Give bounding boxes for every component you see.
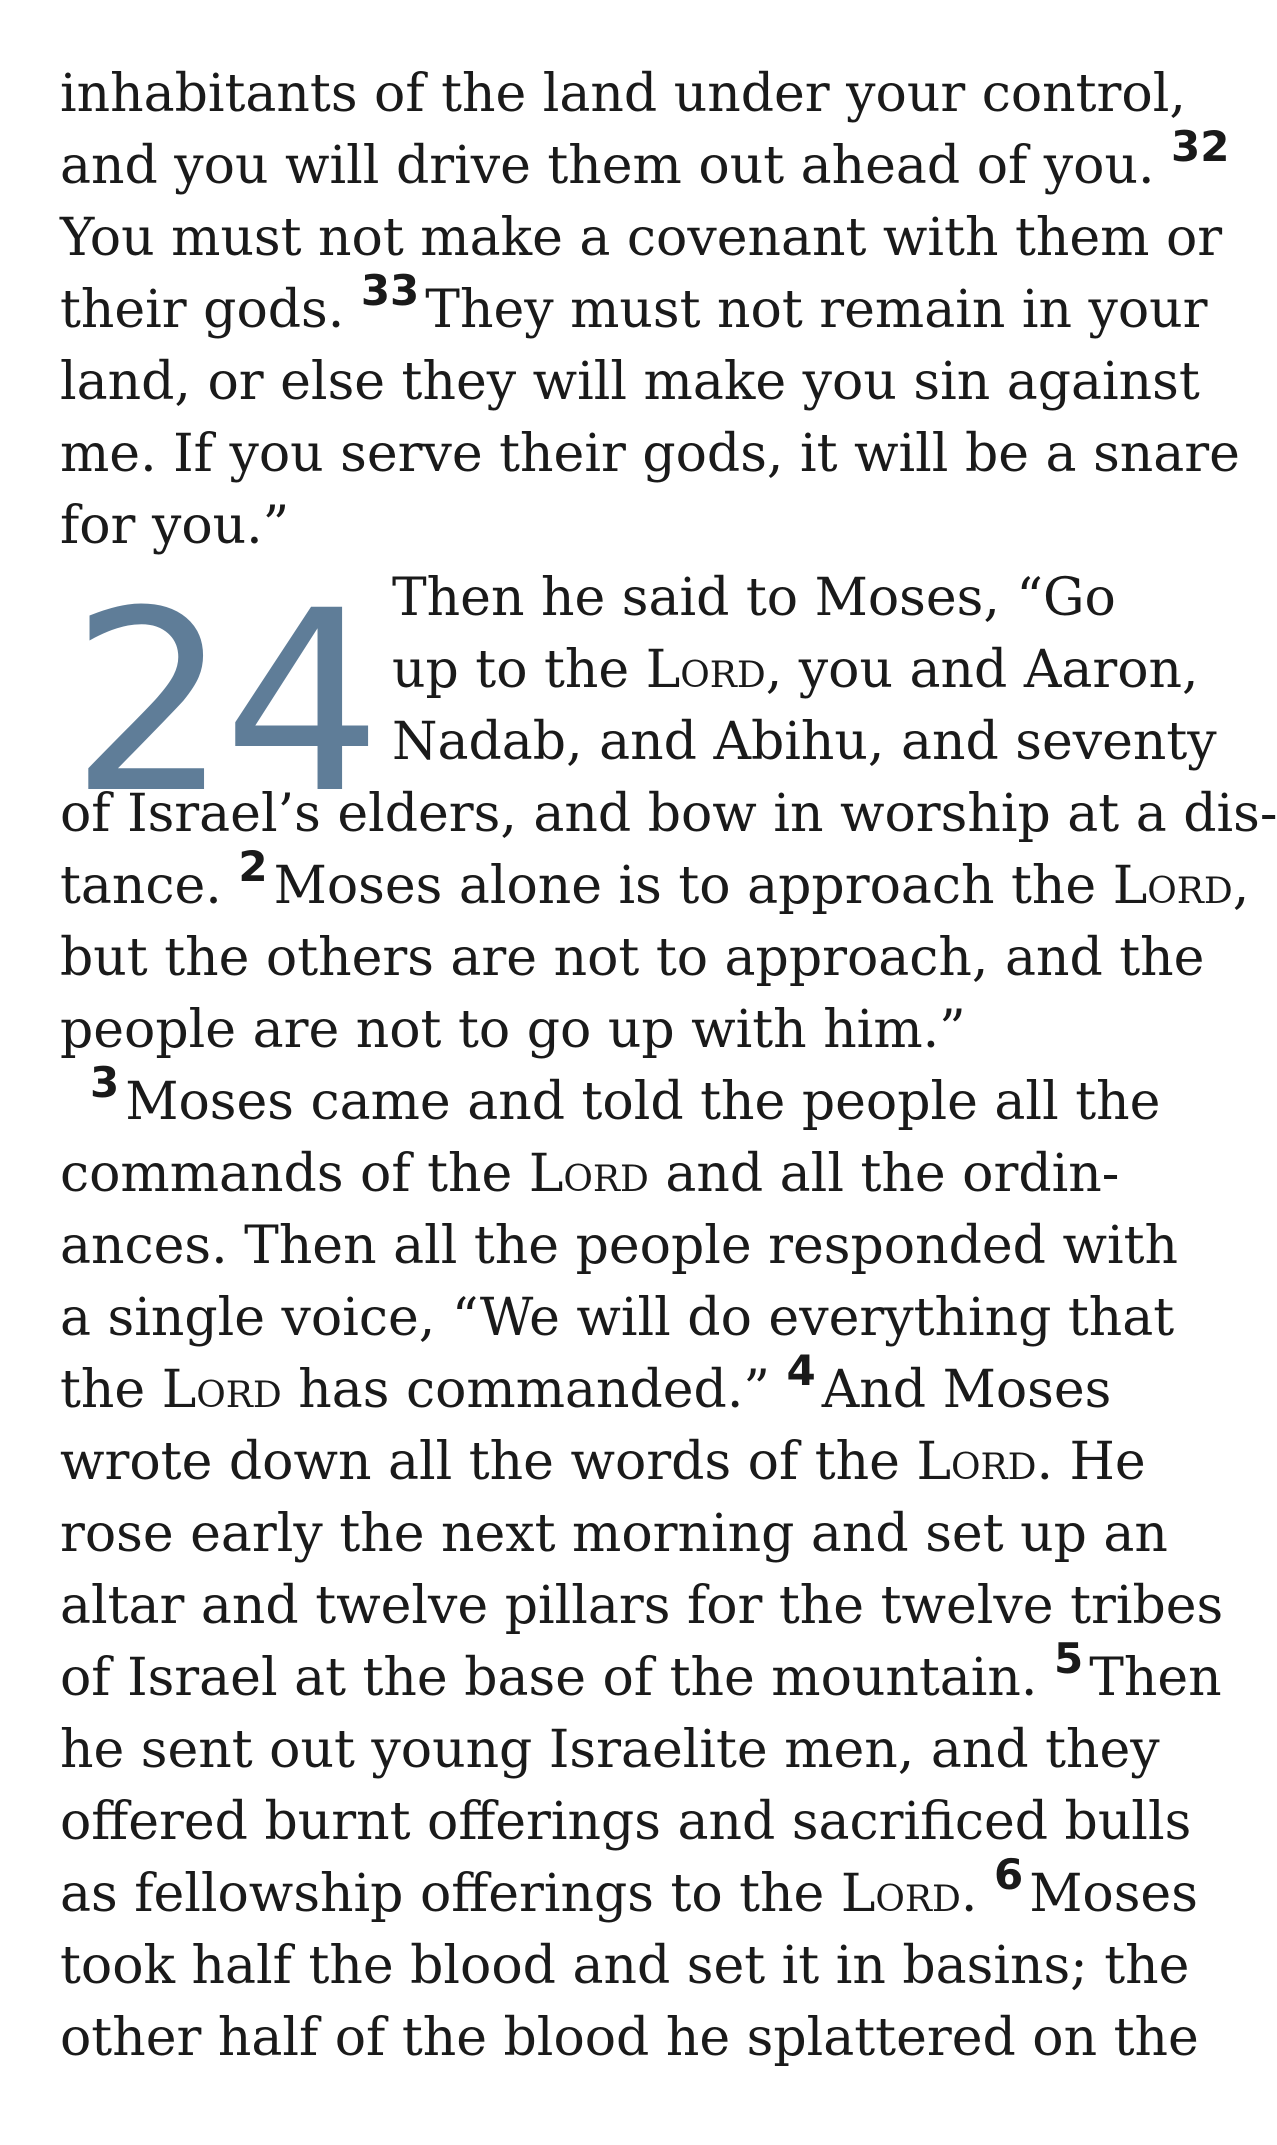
text-line (60, 1930, 1190, 2002)
text-run: And Moses (821, 1360, 1112, 1420)
text-run: me. If you serve their gods, it will be a snare (60, 424, 1240, 484)
text-run: Then (1089, 1648, 1222, 1708)
text-run: up to the (392, 640, 630, 700)
text-run: for you.” (60, 496, 290, 556)
text-run: Moses alone is to approach the (273, 856, 1097, 916)
text-run: as fellowship offerings to the (60, 1864, 825, 1924)
text-run: Nadab, and Abihu, and seventy (392, 712, 1217, 772)
text-line (60, 1138, 1185, 1210)
verse-number[interactable]: 6 (993, 1850, 1024, 1899)
divine-name: Lord (161, 1360, 282, 1420)
verse-number[interactable]: 33 (360, 266, 420, 315)
text-run: but the others are not to approach, and the (60, 928, 1205, 988)
text-line (60, 202, 1223, 274)
verse-number[interactable]: 2 (238, 842, 268, 891)
divine-name: Lord (840, 1864, 961, 1924)
text-line (60, 1346, 1185, 1426)
text-line (60, 1058, 1185, 1138)
text-run: people are not to go up with him.” (60, 1000, 966, 1060)
verse-number[interactable]: 32 (1171, 122, 1230, 171)
text-line (60, 1570, 1224, 1642)
text-run: rose early the next morning and set up an (60, 1504, 1168, 1564)
text-line (60, 1426, 1185, 1498)
text-line (60, 346, 1200, 418)
text-line (60, 1850, 1198, 1930)
text-run: other half of the blood he splattered on the (60, 2008, 1199, 2068)
text-run: land, or else they will make you sin against (60, 352, 1200, 412)
verse-number[interactable]: 4 (786, 1346, 816, 1395)
verse-number[interactable]: 5 (1053, 1634, 1084, 1683)
text-line (60, 1634, 1222, 1714)
text-run: , (1232, 856, 1250, 916)
text-run: . (960, 1864, 978, 1924)
text-line (60, 922, 1205, 994)
text-run: a single voice, “We will do everything that (60, 1288, 1175, 1348)
text-line (60, 266, 1208, 346)
text-run: Moses (1029, 1864, 1198, 1924)
verse-number[interactable]: 3 (90, 1058, 120, 1107)
text-run: their gods. (60, 280, 345, 340)
divine-name: Lord (916, 1432, 1037, 1492)
text-run: commands of the (60, 1144, 513, 1204)
text-run: the (60, 1360, 146, 1420)
text-line (60, 418, 1240, 490)
text-run: of Israel’s elders, and bow in worship at a dis- (60, 784, 1277, 844)
text-run: of Israel at the base of the mountain. (60, 1648, 1038, 1708)
text-run: They must not remain in your (425, 280, 1208, 340)
text-run: Moses came and told the people all the (125, 1072, 1161, 1132)
text-run: altar and twelve pillars for the twelve tribes (60, 1576, 1224, 1636)
text-line (60, 1498, 1185, 1570)
text-line (60, 1786, 1192, 1858)
text-run: has commanded.” (298, 1360, 770, 1420)
text-run: took half the blood and set it in basins; the (60, 1936, 1190, 1996)
text-run: , you and Aaron, (765, 640, 1199, 700)
chapter-number: 24 (70, 557, 377, 848)
text-run: and all the ordin- (665, 1144, 1120, 1204)
text-run: he sent out young Israelite men, and they (60, 1720, 1160, 1780)
text-run: tance. (60, 856, 222, 916)
text-line (60, 58, 1185, 130)
text-line (60, 122, 1230, 202)
text-line (60, 994, 1185, 1066)
text-run: wrote down all the words of the (60, 1432, 900, 1492)
text-run: inhabitants of the land under your control, (60, 64, 1186, 124)
text-line (60, 1282, 1185, 1354)
text-line (60, 842, 1250, 922)
text-run: Then he said to Moses, “Go (392, 568, 1116, 628)
text-run: . He (1036, 1432, 1146, 1492)
text-run: You must not make a covenant with them or (60, 208, 1223, 268)
text-run: and you will drive them out ahead of you. (60, 136, 1155, 196)
text-line (60, 1714, 1185, 1786)
divine-name: Lord (1112, 856, 1233, 916)
text-line (60, 2002, 1199, 2074)
text-line (60, 1210, 1185, 1282)
text-line (60, 490, 1185, 562)
scripture-text (60, 58, 1277, 2074)
text-run: ances. Then all the people responded with (60, 1216, 1178, 1276)
divine-name: Lord (645, 640, 766, 700)
text-run: offered burnt offerings and sacrificed bulls (60, 1792, 1192, 1852)
divine-name: Lord (528, 1144, 649, 1204)
